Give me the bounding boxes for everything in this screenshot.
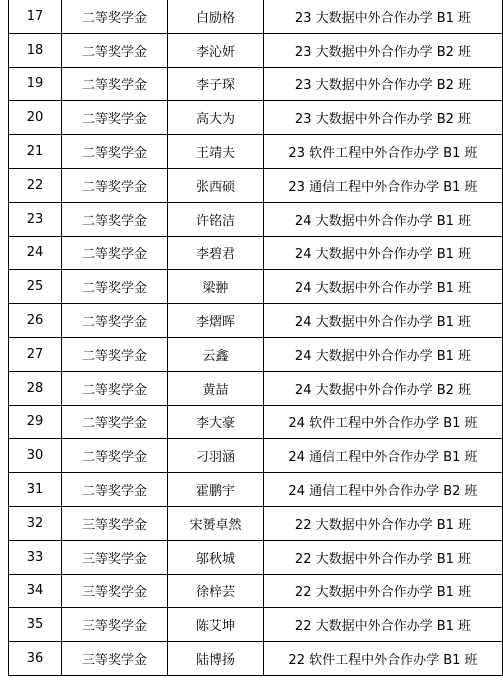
row-number: 27 [9,337,62,371]
award-level: 二等奖学金 [62,304,168,338]
award-level: 二等奖学金 [62,168,168,202]
table-row [9,642,503,676]
row-number: 28 [9,371,62,405]
class-name: 22 大数据中外合作办学 B1 班 [264,540,503,574]
student-name: 李碧君 [168,236,264,270]
table-row [9,439,503,473]
award-level: 二等奖学金 [62,0,168,33]
document-page [8,0,498,694]
class-name: 22 大数据中外合作办学 B1 班 [264,608,503,642]
award-level: 二等奖学金 [62,67,168,101]
table-row [9,540,503,574]
row-number: 19 [9,67,62,101]
award-level: 二等奖学金 [62,236,168,270]
table-row [9,135,503,169]
table-row [9,101,503,135]
class-name: 23 大数据中外合作办学 B2 班 [264,67,503,101]
student-name: 刁羽涵 [168,439,264,473]
row-number: 31 [9,473,62,507]
row-number: 33 [9,540,62,574]
row-number: 32 [9,506,62,540]
student-name: 霍鹏宇 [168,473,264,507]
table-row [9,67,503,101]
student-name: 高大为 [168,101,264,135]
table-row [9,337,503,371]
page-bottom-margin [0,687,503,694]
student-name: 黄喆 [168,371,264,405]
award-level: 二等奖学金 [62,33,168,67]
student-name: 白励格 [168,0,264,33]
class-name: 23 大数据中外合作办学 B2 班 [264,101,503,135]
class-name: 24 大数据中外合作办学 B1 班 [264,270,503,304]
award-level: 二等奖学金 [62,270,168,304]
table-row [9,405,503,439]
class-name: 24 大数据中外合作办学 B1 班 [264,236,503,270]
award-level: 三等奖学金 [62,642,168,676]
award-level: 三等奖学金 [62,608,168,642]
student-name: 邬秋城 [168,540,264,574]
table-row [9,168,503,202]
class-name: 24 大数据中外合作办学 B1 班 [264,304,503,338]
student-name: 陈艾坤 [168,608,264,642]
table-row [9,371,503,405]
award-level: 二等奖学金 [62,439,168,473]
class-name: 23 软件工程中外合作办学 B1 班 [264,135,503,169]
table-row [9,33,503,67]
class-name: 22 大数据中外合作办学 B1 班 [264,506,503,540]
row-number: 36 [9,642,62,676]
row-number: 22 [9,168,62,202]
class-name: 24 大数据中外合作办学 B2 班 [264,371,503,405]
award-level: 二等奖学金 [62,135,168,169]
student-name: 李子琛 [168,67,264,101]
scholarship-table [8,0,503,676]
award-level: 三等奖学金 [62,574,168,608]
table-body [9,0,503,675]
table-row [9,506,503,540]
student-name: 许铭洁 [168,202,264,236]
table-row [9,473,503,507]
student-name: 张西硕 [168,168,264,202]
row-number: 17 [9,0,62,33]
row-number: 20 [9,101,62,135]
class-name: 24 通信工程中外合作办学 B2 班 [264,473,503,507]
student-name: 陆博扬 [168,642,264,676]
class-name: 22 大数据中外合作办学 B1 班 [264,574,503,608]
table-row [9,0,503,33]
table-row [9,270,503,304]
row-number: 29 [9,405,62,439]
student-name: 李大豪 [168,405,264,439]
student-name: 徐梓芸 [168,574,264,608]
award-level: 二等奖学金 [62,371,168,405]
row-number: 24 [9,236,62,270]
award-level: 三等奖学金 [62,506,168,540]
class-name: 24 软件工程中外合作办学 B1 班 [264,405,503,439]
award-level: 二等奖学金 [62,473,168,507]
award-level: 二等奖学金 [62,405,168,439]
class-name: 24 大数据中外合作办学 B1 班 [264,337,503,371]
row-number: 26 [9,304,62,338]
student-name: 李沁妍 [168,33,264,67]
student-name: 王靖夫 [168,135,264,169]
row-number: 25 [9,270,62,304]
class-name: 23 大数据中外合作办学 B2 班 [264,33,503,67]
class-name: 24 大数据中外合作办学 B1 班 [264,202,503,236]
award-level: 二等奖学金 [62,202,168,236]
table-row [9,236,503,270]
row-number: 21 [9,135,62,169]
class-name: 23 通信工程中外合作办学 B1 班 [264,168,503,202]
row-number: 18 [9,33,62,67]
class-name: 24 通信工程中外合作办学 B1 班 [264,439,503,473]
table-row [9,608,503,642]
student-name: 李熠晖 [168,304,264,338]
class-name: 22 软件工程中外合作办学 B1 班 [264,642,503,676]
table-row [9,304,503,338]
table-row [9,202,503,236]
class-name: 23 大数据中外合作办学 B1 班 [264,0,503,33]
student-name: 宋赟卓然 [168,506,264,540]
award-level: 二等奖学金 [62,337,168,371]
award-level: 三等奖学金 [62,540,168,574]
row-number: 23 [9,202,62,236]
row-number: 30 [9,439,62,473]
table-row [9,574,503,608]
student-name: 云鑫 [168,337,264,371]
award-level: 二等奖学金 [62,101,168,135]
row-number: 35 [9,608,62,642]
row-number: 34 [9,574,62,608]
student-name: 梁翀 [168,270,264,304]
